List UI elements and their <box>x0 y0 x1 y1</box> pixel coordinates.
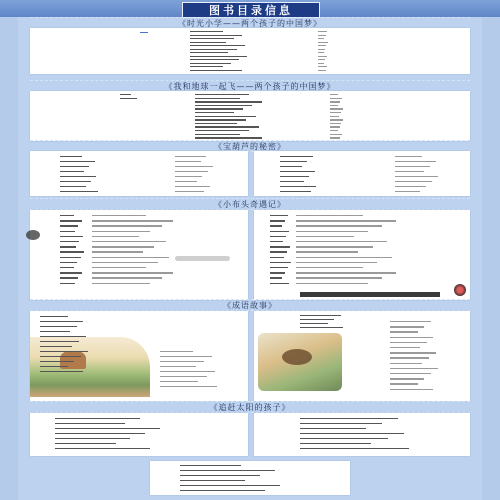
section-title: 《我和地球一起飞——两个孩子的中国梦》 <box>164 81 336 91</box>
toc-line <box>296 241 387 242</box>
toc-line <box>180 475 260 476</box>
toc-line <box>40 336 86 337</box>
toc-line <box>330 116 339 117</box>
toc-line <box>300 438 388 439</box>
toc-line <box>280 181 304 182</box>
toc-line <box>318 56 327 57</box>
toc-line <box>270 262 291 263</box>
toc-line <box>92 241 166 242</box>
title-box <box>182 2 320 18</box>
toc-line <box>195 119 246 120</box>
toc-line <box>300 418 398 419</box>
toc-card-2 <box>30 91 470 141</box>
toc-line <box>40 366 68 367</box>
toc-line <box>190 42 226 43</box>
toc-line <box>318 52 324 53</box>
toc-line <box>330 130 338 131</box>
toc-line <box>60 166 89 167</box>
toc-line <box>60 231 75 232</box>
toc-line <box>318 66 327 67</box>
toc-line <box>296 220 396 221</box>
toc-line <box>40 361 74 362</box>
toc-line <box>175 161 201 162</box>
toc-line <box>318 49 325 50</box>
toc-line <box>300 323 328 324</box>
toc-line <box>270 215 288 216</box>
toc-line <box>330 123 341 124</box>
toc-line <box>330 112 341 113</box>
toc-line <box>270 272 285 273</box>
toc-line <box>270 251 287 252</box>
toc-line <box>330 108 343 109</box>
toc-line <box>40 331 70 332</box>
toc-line <box>190 52 228 53</box>
toc-line <box>180 470 275 471</box>
toc-line <box>296 277 382 278</box>
toc-line <box>92 267 146 268</box>
toc-line <box>190 45 245 46</box>
toc-line <box>55 423 125 424</box>
toc-line <box>92 272 173 273</box>
toc-line <box>390 368 438 369</box>
toc-line <box>390 383 418 384</box>
toc-line <box>60 171 84 172</box>
toc-line <box>318 45 326 46</box>
toc-line <box>300 443 371 444</box>
toc-line <box>190 38 234 39</box>
toc-line <box>296 262 377 263</box>
toc-line <box>60 277 78 278</box>
character-illustration <box>26 230 40 240</box>
toc-line <box>60 283 75 284</box>
toc-card-6-right <box>254 413 470 456</box>
toc-line <box>160 351 193 352</box>
toc-line <box>195 123 237 124</box>
toc-card-5-right <box>254 311 470 401</box>
toc-line <box>395 171 424 172</box>
toc-line <box>60 186 86 187</box>
section-title: 《成语故事》 <box>223 300 277 310</box>
toc-line <box>60 191 98 192</box>
toc-card-5-left <box>30 311 248 401</box>
toc-line <box>330 98 342 99</box>
toc-line <box>330 126 340 127</box>
toc-line <box>390 352 436 353</box>
figure-illustration <box>282 349 312 365</box>
toc-line <box>160 366 196 367</box>
toc-line <box>40 341 79 342</box>
toc-line <box>40 326 77 327</box>
toc-line <box>395 176 438 177</box>
toc-line <box>195 98 240 99</box>
toc-line <box>296 283 368 284</box>
toc-line <box>280 186 316 187</box>
toc-line <box>160 376 207 377</box>
toc-line <box>160 381 198 382</box>
toc-line <box>280 156 313 157</box>
toc-line <box>190 31 223 32</box>
toc-line <box>40 321 83 322</box>
toc-card-6-left <box>30 413 248 456</box>
toc-line <box>296 225 382 226</box>
toc-line <box>60 236 83 237</box>
toc-line <box>270 246 290 247</box>
toc-line <box>60 257 81 258</box>
toc-line <box>92 262 158 263</box>
toc-line <box>40 356 81 357</box>
toc-line <box>270 225 282 226</box>
toc-line <box>92 215 146 216</box>
section-title: 《小布头奇遇记》 <box>214 199 286 209</box>
toc-line <box>270 241 283 242</box>
toc-line <box>395 166 430 167</box>
toc-line <box>160 356 212 357</box>
decorative-strip <box>300 292 440 297</box>
toc-line <box>92 220 173 221</box>
toc-line <box>92 251 143 252</box>
toc-line <box>195 108 243 109</box>
toc-line <box>330 101 340 102</box>
toc-line <box>318 70 326 71</box>
toc-line <box>195 105 252 106</box>
toc-line <box>55 448 150 449</box>
section-header-5 <box>30 299 470 311</box>
toc-line <box>175 171 208 172</box>
page-title: 图书目录信息 <box>209 4 293 17</box>
toc-line <box>330 105 338 106</box>
toc-line <box>40 371 83 372</box>
toc-line <box>180 490 265 491</box>
toc-line <box>390 347 420 348</box>
toc-line <box>195 126 259 127</box>
toc-line <box>300 315 341 316</box>
toc-line <box>270 267 288 268</box>
toc-line <box>140 32 148 33</box>
section-header-6 <box>30 401 470 413</box>
toc-line <box>296 251 358 252</box>
toc-line <box>190 56 247 57</box>
toc-line <box>175 166 213 167</box>
toc-line <box>318 63 324 64</box>
toc-line <box>280 171 315 172</box>
toc-line <box>92 225 162 226</box>
toc-line <box>300 428 366 429</box>
toc-card-3-right <box>254 151 470 196</box>
toc-line <box>190 66 223 67</box>
toc-card-4-right <box>254 210 470 300</box>
toc-line <box>160 386 217 387</box>
toc-line <box>190 59 239 60</box>
toc-line <box>318 31 327 32</box>
toc-line <box>60 161 95 162</box>
toc-line <box>92 236 139 237</box>
toc-line <box>300 319 334 320</box>
toc-line <box>190 63 231 64</box>
toc-line <box>280 191 311 192</box>
toc-line <box>175 191 204 192</box>
toc-line <box>190 49 237 50</box>
toc-line <box>180 485 280 486</box>
toc-line <box>296 215 363 216</box>
toc-line <box>330 94 338 95</box>
toc-line <box>175 186 210 187</box>
toc-line <box>180 465 241 466</box>
toc-line <box>270 277 282 278</box>
toc-line <box>180 480 245 481</box>
section-title: 《时光小学——两个孩子的中国梦》 <box>178 18 322 28</box>
toc-line <box>60 156 82 157</box>
toc-card-1 <box>30 28 470 74</box>
toc-line <box>318 35 326 36</box>
toc-line <box>300 448 409 449</box>
section-header-4 <box>30 198 470 210</box>
toc-line <box>92 231 150 232</box>
toc-line <box>270 236 286 237</box>
toc-line <box>60 220 82 221</box>
toc-line <box>175 176 202 177</box>
toc-line <box>296 272 396 273</box>
toc-line <box>318 38 324 39</box>
toc-line <box>390 321 431 322</box>
toc-line <box>270 283 289 284</box>
toc-line <box>318 59 325 60</box>
toc-line <box>390 378 424 379</box>
toc-line <box>390 331 418 332</box>
toc-line <box>395 191 420 192</box>
toc-line <box>330 119 343 120</box>
toc-line <box>60 262 77 263</box>
toc-line <box>300 423 382 424</box>
toc-line <box>60 267 74 268</box>
toc-line <box>60 246 76 247</box>
toc-line <box>60 215 74 216</box>
toc-line <box>60 181 91 182</box>
toc-line <box>60 176 96 177</box>
toc-card-4-left <box>30 210 248 300</box>
toc-line <box>195 134 240 135</box>
toc-line <box>280 166 302 167</box>
toc-line <box>55 428 160 429</box>
toc-line <box>280 176 309 177</box>
toc-line <box>390 373 431 374</box>
toc-line <box>330 137 340 138</box>
toc-line <box>40 316 68 317</box>
toc-line <box>160 371 215 372</box>
toc-line <box>300 433 404 434</box>
toc-line <box>55 418 140 419</box>
toc-line <box>270 220 285 221</box>
toc-line <box>60 225 78 226</box>
toc-line <box>318 42 328 43</box>
toc-line <box>390 363 422 364</box>
toc-line <box>390 357 429 358</box>
toc-card-3-left <box>30 151 248 196</box>
toc-line <box>270 257 284 258</box>
toc-line <box>195 116 256 117</box>
toc-line <box>195 130 249 131</box>
toc-line <box>330 134 342 135</box>
toc-line <box>395 186 426 187</box>
toc-line <box>300 327 343 328</box>
toc-line <box>60 272 82 273</box>
toc-line <box>60 241 79 242</box>
toc-line <box>55 433 145 434</box>
sketch-illustration <box>175 256 230 261</box>
toc-line <box>190 70 242 71</box>
toc-card-7 <box>150 461 350 495</box>
toc-line <box>195 101 262 102</box>
toc-line <box>270 231 289 232</box>
toc-line <box>390 342 427 343</box>
toc-line <box>395 156 422 157</box>
toc-line <box>296 231 368 232</box>
toc-line <box>175 156 206 157</box>
toc-line <box>296 267 363 268</box>
toc-line <box>120 98 137 99</box>
toc-line <box>92 246 154 247</box>
toc-line <box>60 251 84 252</box>
toc-line <box>175 181 197 182</box>
toc-line <box>296 257 392 258</box>
toc-line <box>40 346 72 347</box>
toc-line <box>195 137 262 138</box>
section-title: 《宝葫芦的秘密》 <box>214 141 286 151</box>
toc-line <box>195 94 249 95</box>
toc-line <box>395 161 436 162</box>
toc-line <box>55 443 116 444</box>
toc-line <box>40 351 88 352</box>
toc-line <box>390 326 424 327</box>
toc-line <box>190 35 242 36</box>
toc-line <box>296 246 373 247</box>
toc-line <box>395 181 432 182</box>
toc-line <box>160 361 204 362</box>
toc-line <box>195 112 234 113</box>
toc-line <box>55 438 130 439</box>
toc-line <box>92 257 169 258</box>
toc-line <box>92 283 150 284</box>
character-illustration <box>454 284 466 296</box>
toc-line <box>280 161 307 162</box>
toc-line <box>92 277 162 278</box>
section-title: 《追赶太阳的孩子》 <box>209 402 291 412</box>
toc-line <box>390 337 433 338</box>
toc-line <box>296 236 354 237</box>
toc-line <box>390 389 433 390</box>
toc-line <box>120 94 131 95</box>
